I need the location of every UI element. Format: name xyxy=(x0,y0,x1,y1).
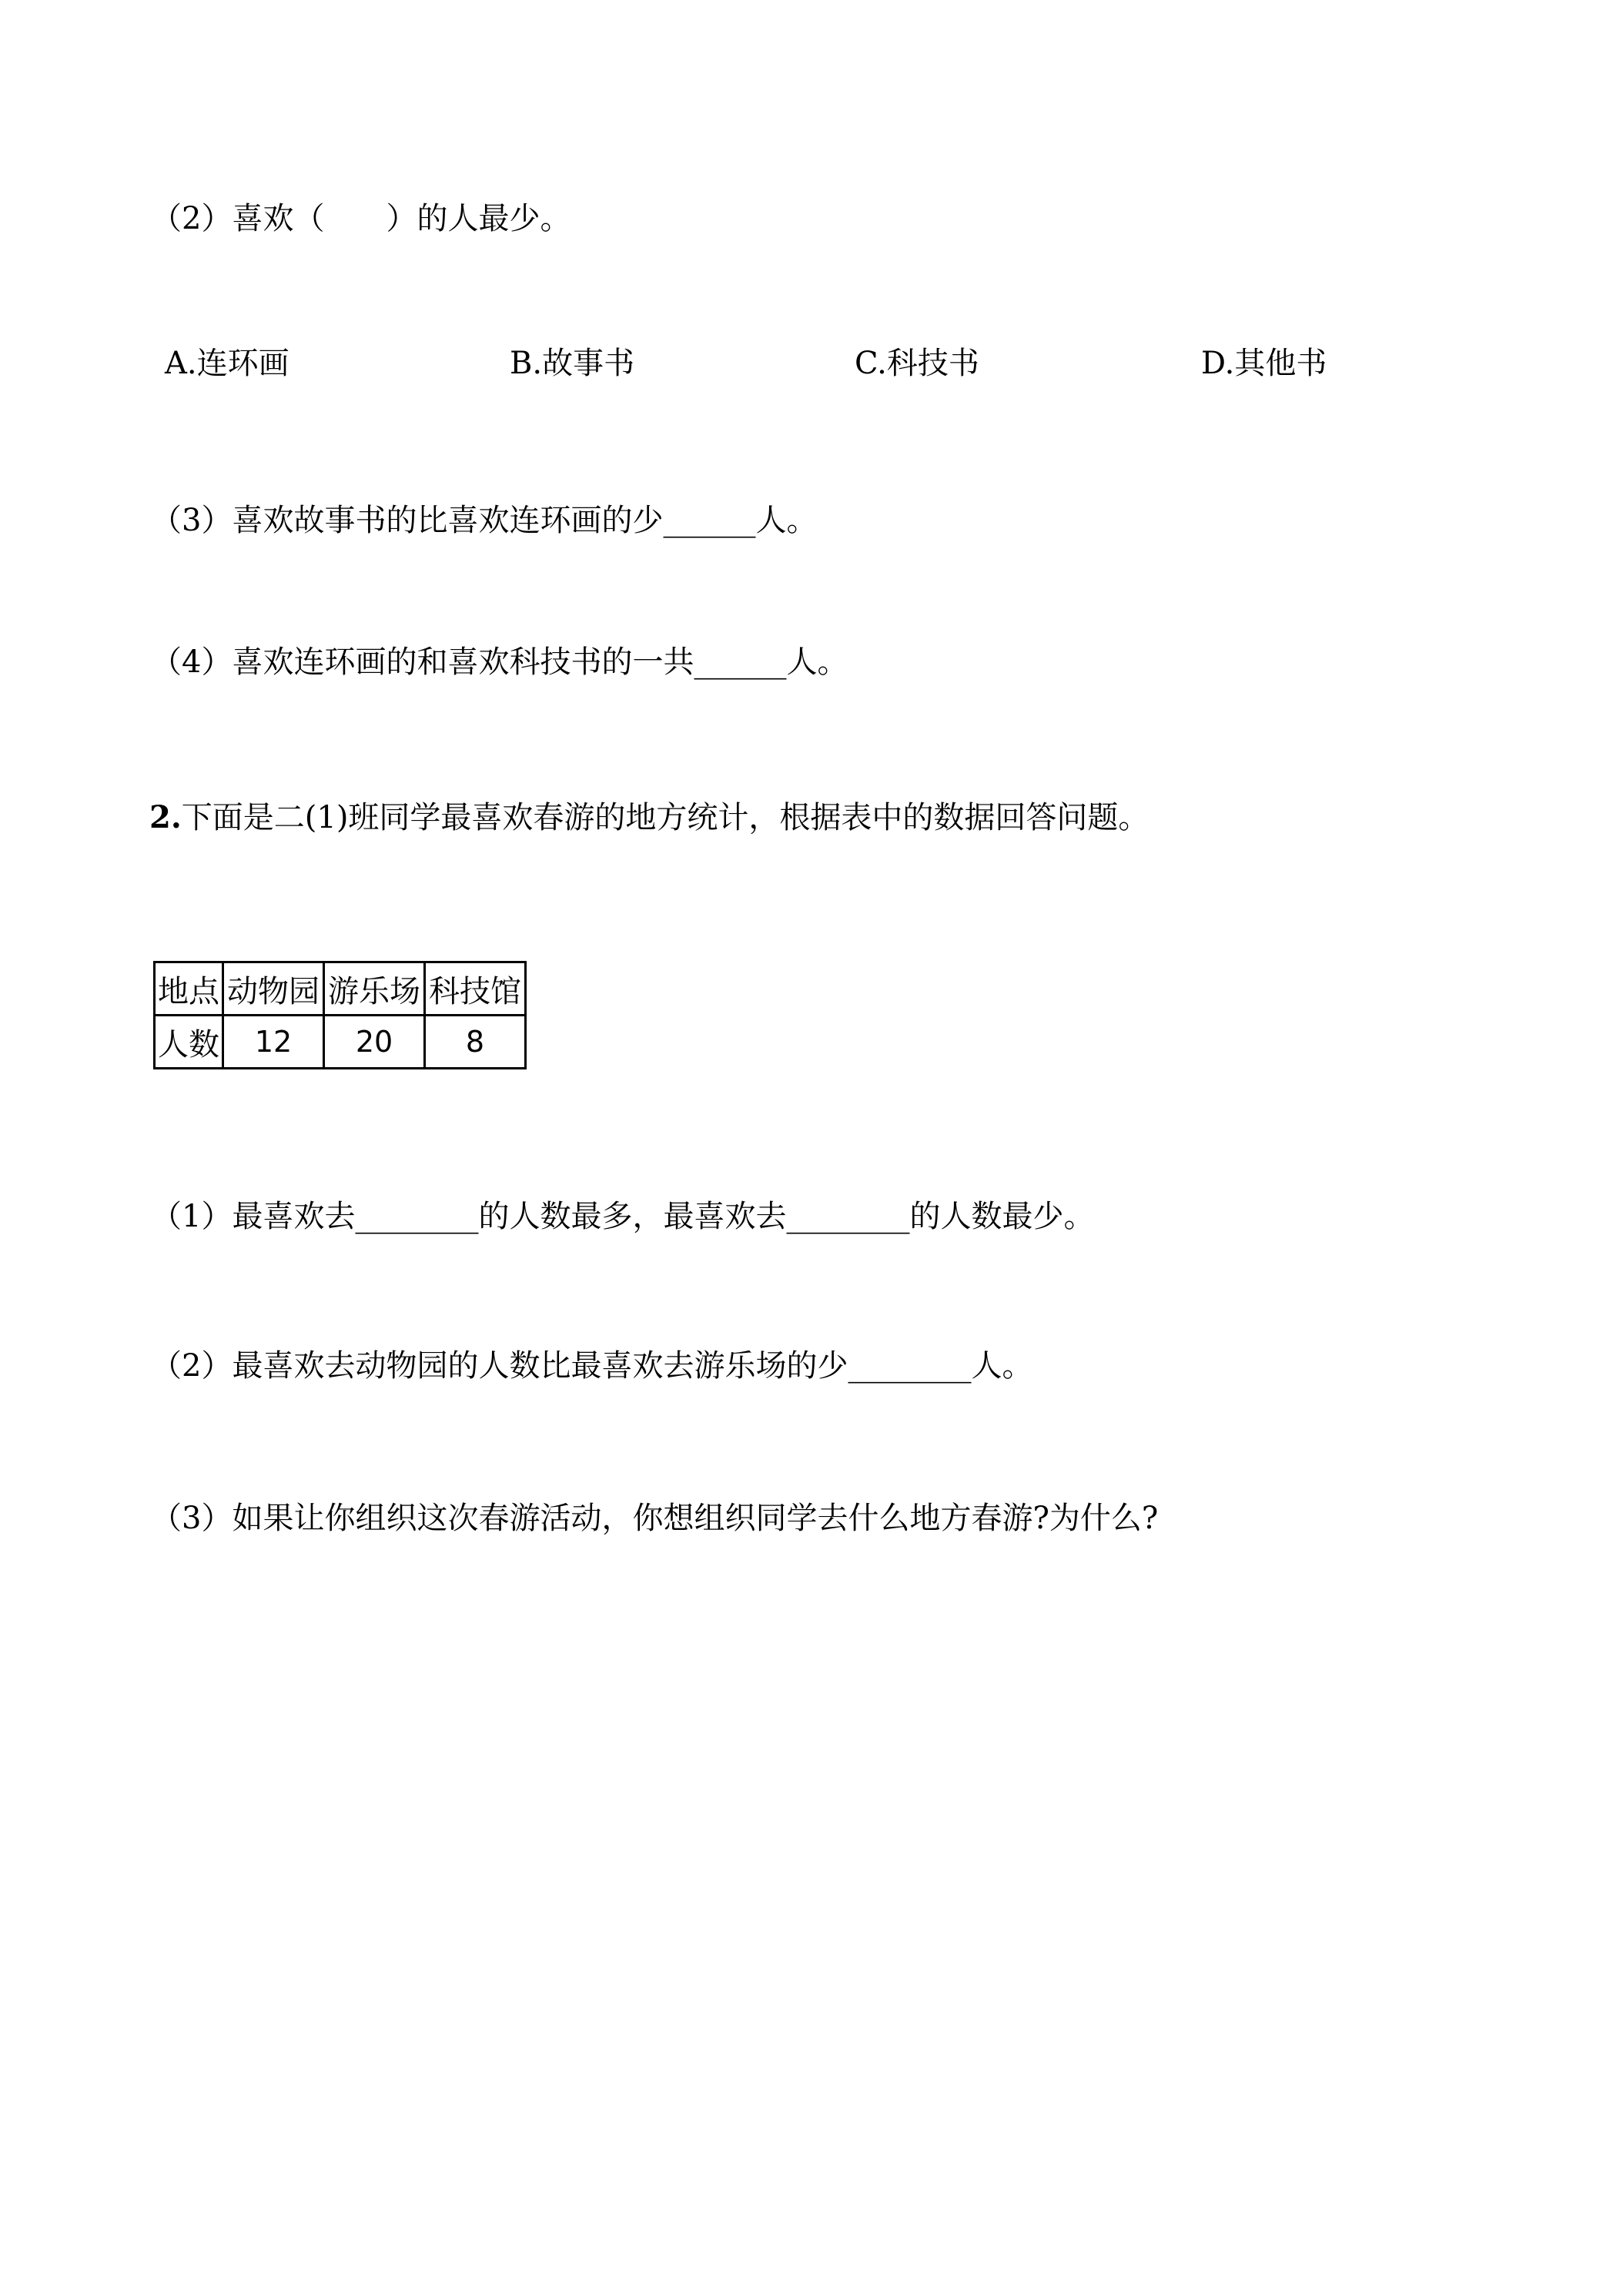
table-cell: 12 xyxy=(223,1016,324,1069)
table-header-cell: 科技馆 xyxy=(425,962,526,1016)
q1-sub4-question: （4）喜欢连环画的和喜欢科技书的一共______人。 xyxy=(151,644,848,680)
q1-sub3-question: （3）喜欢故事书的比喜欢连环画的少______人。 xyxy=(151,503,818,538)
q2-sub2-question: （2）最喜欢去动物园的人数比最喜欢去游乐场的少________人。 xyxy=(151,1348,1033,1384)
table-cell: 8 xyxy=(425,1016,526,1069)
table-row xyxy=(155,1016,526,1069)
table-header-cell: 动物园 xyxy=(223,962,324,1016)
q1-option-c: C.科技书 xyxy=(855,346,979,381)
q2-stem-text: 下面是二(1)班同学最喜欢春游的地方统计，根据表中的数据回答问题。 xyxy=(181,800,1149,835)
q2-number: 2. xyxy=(149,799,182,835)
spring-outing-table xyxy=(153,961,527,1069)
table-header-cell: 地点 xyxy=(155,962,223,1016)
table-header-cell: 游乐场 xyxy=(324,962,425,1016)
q2-stem xyxy=(149,799,1149,836)
table-cell: 20 xyxy=(324,1016,425,1069)
q1-sub2-question: （2）喜欢（ ）的人最少。 xyxy=(151,201,571,236)
q1-option-d: D.其他书 xyxy=(1201,346,1327,381)
table-header-row xyxy=(155,962,526,1016)
q1-option-b: B.故事书 xyxy=(510,346,635,381)
table-row-label: 人数 xyxy=(155,1016,223,1069)
q1-option-a: A.连环画 xyxy=(165,346,289,381)
q2-sub1-question: （1）最喜欢去________的人数最多，最喜欢去________的人数最少。 xyxy=(151,1199,1095,1234)
q2-sub3-question: （3）如果让你组织这次春游活动，你想组织同学去什么地方春游?为什么? xyxy=(151,1501,1159,1536)
